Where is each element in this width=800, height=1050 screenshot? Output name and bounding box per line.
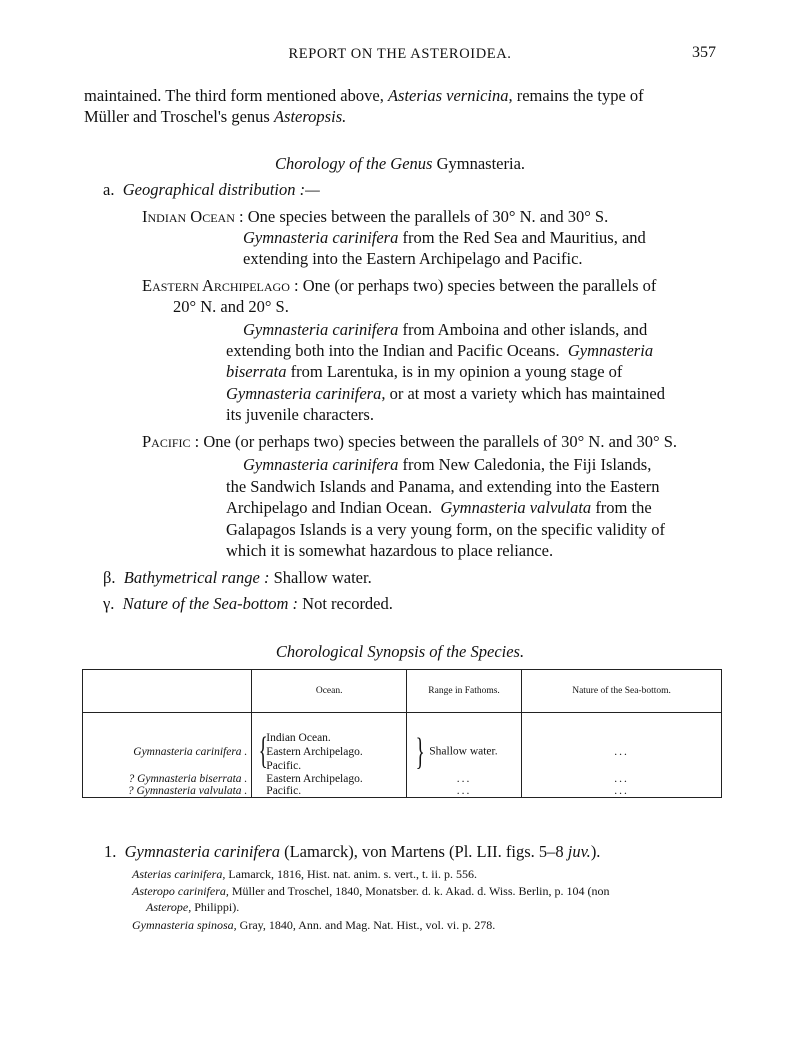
pacific-line-6: which it is somewhat hazardous to place reliance.	[226, 541, 554, 560]
eastern-archipelago-line-2: 20° N. and 20° S.	[173, 297, 289, 316]
sea-bottom-nature: γ. Nature of the Sea-bottom : Not recorded.	[103, 594, 393, 613]
species-entry-title: 1. Gymnasteria carinifera (Lamarck), von Martens (Pl. LII. figs. 5–8 juv.).	[104, 842, 601, 861]
synonym-reference: Gymnasteria spinosa, Gray, 1840, Ann. and Mag. Nat. Hist., vol. vi. p. 278.	[132, 918, 496, 932]
species-cell: ? Gymnasteria valvulata .	[83, 785, 252, 798]
sea-bottom-cell: ...	[614, 746, 629, 758]
bathymetrical-range: β. Bathymetrical range : Shallow water.	[103, 568, 372, 587]
intro-line-2: Müller and Troschel's genus Asteropsis.	[84, 107, 347, 126]
header-ocean: Ocean.	[252, 670, 407, 713]
table-row	[83, 785, 722, 798]
eastern-archipelago-line-5: biserrata from Larentuka, is in my opinion a young stage of	[226, 362, 623, 381]
synopsis-caption: Chorological Synopsis of the Species.	[275, 642, 525, 661]
indian-ocean-line-1: Indian Ocean : One species between the parallels of 30° N. and 30° S.	[142, 207, 609, 226]
pacific-line-3: the Sandwich Islands and Panama, and extending into the Eastern	[226, 477, 660, 496]
indian-ocean-line-3: extending into the Eastern Archipelago and Pacific.	[243, 249, 583, 268]
synonym-reference: Asterias carinifera, Lamarck, 1816, Hist. nat. anim. s. vert., t. ii. p. 556.	[132, 867, 477, 881]
range-cell: } Shallow water.	[407, 731, 522, 773]
species-cell: ? Gymnasteria biserrata .	[83, 773, 252, 785]
eastern-archipelago-line-6: Gymnasteria carinifera, or at most a variety which has maintained	[226, 384, 665, 403]
chorology-heading: Chorology of the Genus Gymnasteria.	[274, 154, 526, 173]
eastern-archipelago-line-7: its juvenile characters.	[226, 405, 374, 424]
pacific-line-1: Pacific : One (or perhaps two) species between the parallels of 30° N. and 30° S.	[142, 432, 678, 451]
sea-bottom-cell: ...	[614, 773, 629, 785]
synonym-reference: Asteropo carinifera, Müller and Troschel, 1840, Monatsber. d. k. Akad. d. Wiss. Berlin, p. 104 (non	[132, 884, 610, 898]
header-range: Range in Fathoms.	[407, 670, 522, 713]
eastern-archipelago-line-3: Gymnasteria carinifera from Amboina and other islands, and	[243, 320, 648, 339]
header-sea-bottom: Nature of the Sea-bottom.	[522, 670, 722, 713]
range-cell: ...	[407, 785, 522, 798]
species-cell: Gymnasteria carinifera .	[83, 731, 252, 773]
table-row	[83, 731, 722, 773]
eastern-archipelago-line-4: extending both into the Indian and Pacific Oceans. Gymnasteria	[226, 341, 654, 360]
header-species-cell	[83, 670, 252, 713]
ocean-name: Pacific.	[266, 760, 302, 772]
intro-line-1: maintained. The third form mentioned above, Asterias vernicina, remains the type of	[84, 86, 644, 105]
indian-ocean-line-2: Gymnasteria carinifera from the Red Sea and Mauritius, and	[243, 228, 646, 247]
ocean-cell: { Indian Ocean. Eastern Archipelago. Pacific.	[252, 731, 407, 773]
eastern-archipelago-line-1: Eastern Archipelago : One (or perhaps two) species between the parallels of	[142, 276, 657, 295]
pacific-line-5: Galapagos Islands is a very young form, on the specific validity of	[226, 520, 665, 539]
ocean-name: Eastern Archipelago.	[266, 746, 363, 758]
table-row	[83, 773, 722, 785]
page-number: 357	[692, 44, 716, 61]
sea-bottom-cell: ...	[614, 785, 629, 797]
ocean-cell: Eastern Archipelago.	[252, 773, 407, 785]
synonym-reference: Asterope, Philippi).	[146, 900, 240, 914]
geographical-distribution-label: a. Geographical distribution :—	[103, 180, 320, 199]
ocean-name: Indian Ocean.	[266, 732, 331, 744]
pacific-line-4: Archipelago and Indian Ocean. Gymnasteria valvulata from the	[226, 498, 652, 517]
chorological-synopsis-table	[82, 669, 722, 798]
range-cell: ...	[407, 773, 522, 785]
ocean-cell: Pacific.	[252, 785, 407, 798]
pacific-line-2: Gymnasteria carinifera from New Caledonia, the Fiji Islands,	[243, 455, 652, 474]
running-header-title: REPORT ON THE ASTEROIDEA.	[288, 46, 512, 62]
table-header-row	[83, 670, 722, 713]
